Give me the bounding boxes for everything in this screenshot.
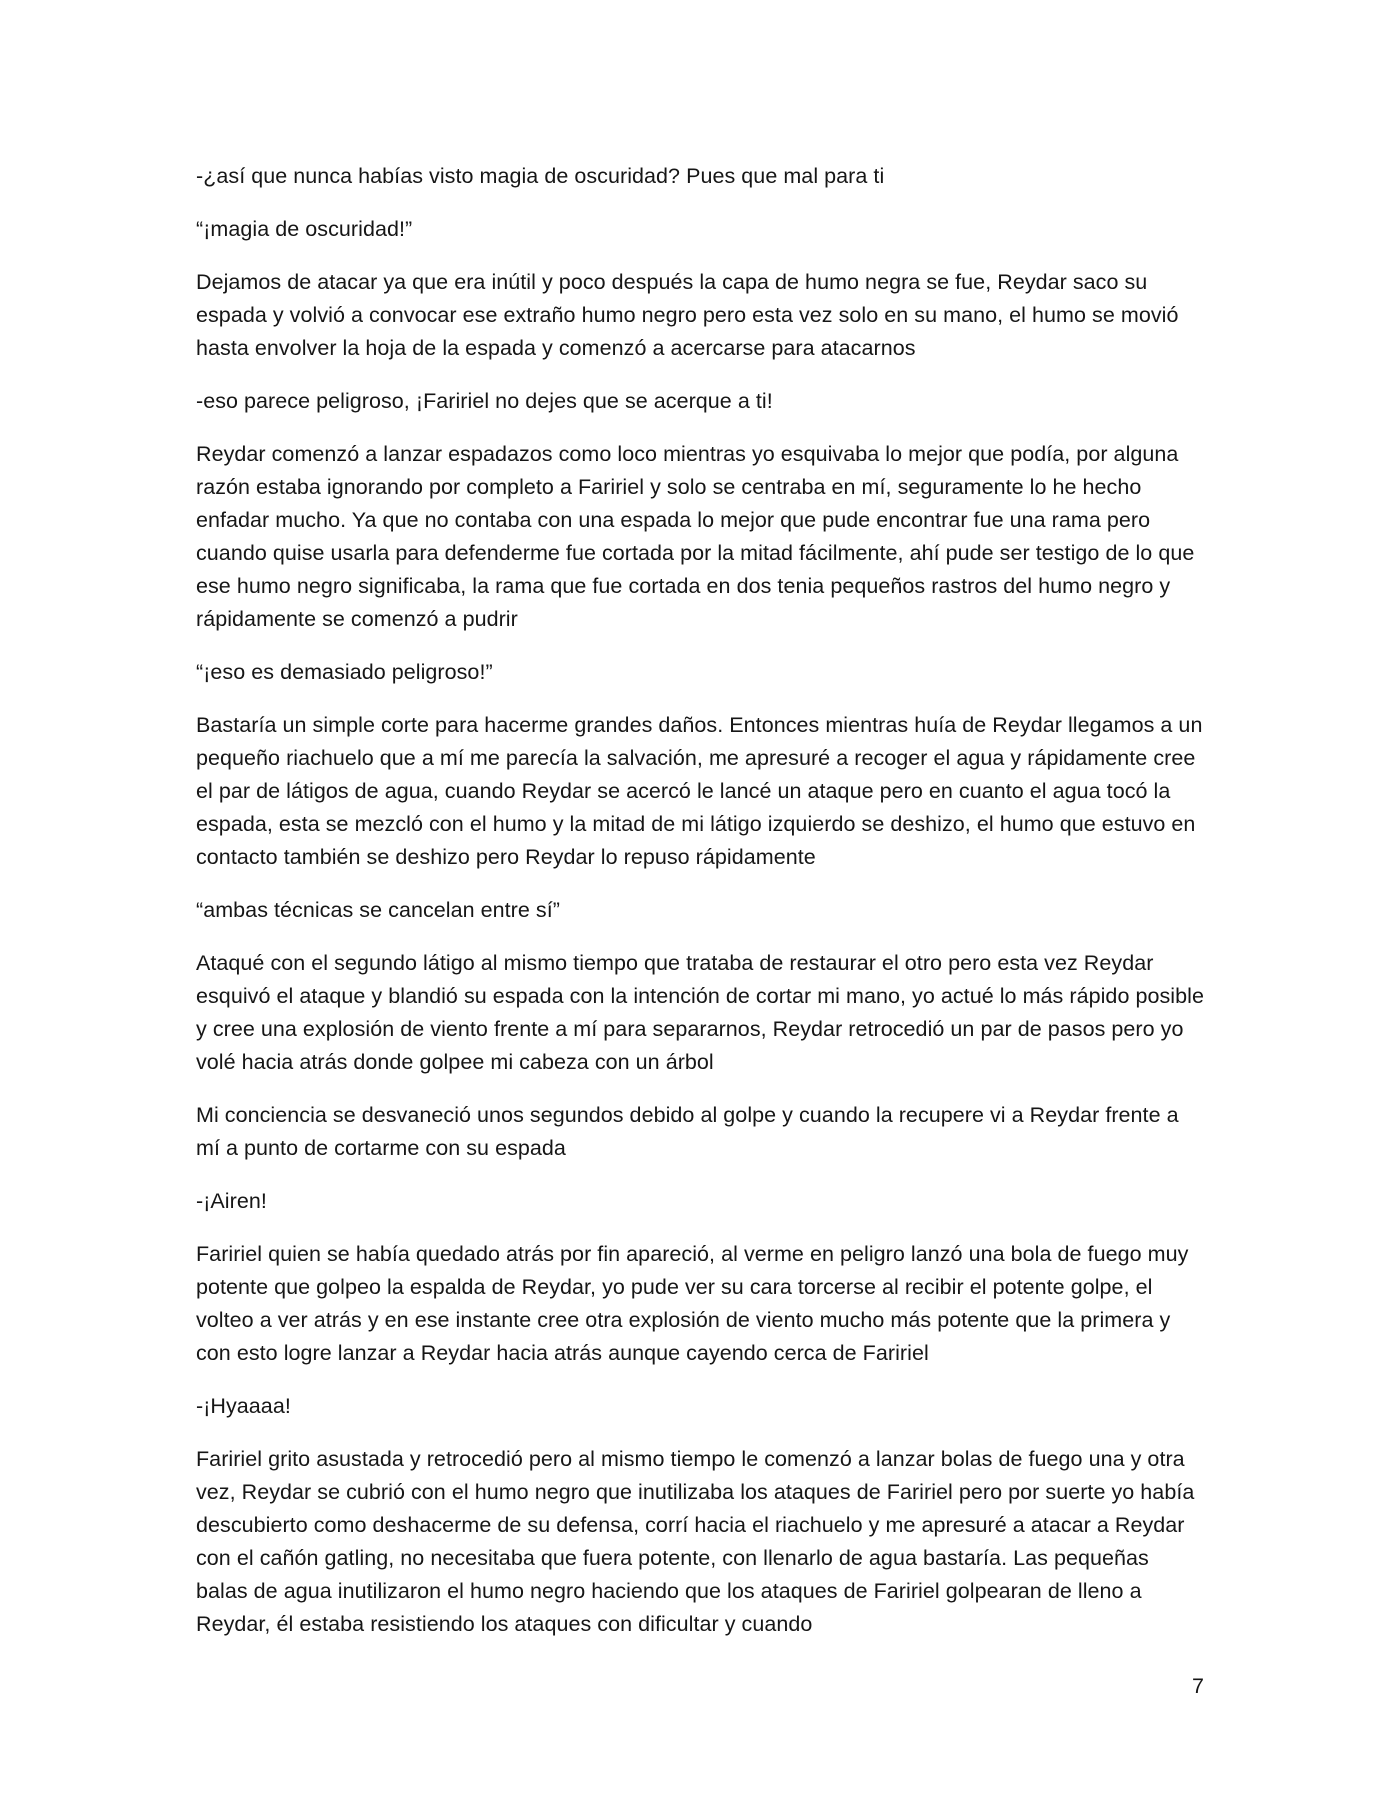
paragraph: -¡Hyaaaa! <box>196 1394 291 1418</box>
body-text <box>196 160 1206 1661</box>
paragraph: “ambas técnicas se cancelan entre sí” <box>196 898 560 922</box>
paragraph: Mi conciencia se desvaneció unos segundos debido al golpe y cuando la recupere vi a Reydar frente a mí a punto de cortarme con su espada <box>196 1103 1179 1160</box>
paragraph: Reydar comenzó a lanzar espadazos como loco mientras yo esquivaba lo mejor que podía, por alguna razón estaba ignorando por completo a Faririel y solo se centraba en mí, seguramente lo he hecho enfadar mucho. Ya que no contaba con una espada lo mejor que pude encontrar fue una rama pero cuando quise usarla para defenderme fue cortada por la mitad fácilmente, ahí pude ser testigo de lo que ese humo negro significaba, la rama que fue cortada en dos tenia pequeños rastros del humo negro y rápidamente se comenzó a pudrir <box>196 442 1195 631</box>
paragraph: Ataqué con el segundo látigo al mismo tiempo que trataba de restaurar el otro pero esta vez Reydar esquivó el ataque y blandió su espada con la intención de cortar mi mano, yo actué lo más rápido posible y cree una explosión de viento frente a mí para separarnos, Reydar retrocedió un par de pasos pero yo volé hacia atrás donde golpee mi cabeza con un árbol <box>196 951 1204 1074</box>
paragraph: Bastaría un simple corte para hacerme grandes daños. Entonces mientras huía de Reydar llegamos a un pequeño riachuelo que a mí me parecía la salvación, me apresuré a recoger el agua y rápidamente cree el par de látigos de agua, cuando Reydar se acercó le lancé un ataque pero en cuanto el agua tocó la espada, esta se mezcló con el humo y la mitad de mi látigo izquierdo se deshizo, el humo que estuvo en contacto también se deshizo pero Reydar lo repuso rápidamente <box>196 713 1203 869</box>
paragraph: -¿así que nunca habías visto magia de oscuridad? Pues que mal para ti <box>196 164 885 188</box>
paragraph: “¡eso es demasiado peligroso!” <box>196 660 493 684</box>
page-number: 7 <box>1192 1674 1204 1698</box>
paragraph: -eso parece peligroso, ¡Faririel no dejes que se acerque a ti! <box>196 389 773 413</box>
paragraph: Dejamos de atacar ya que era inútil y poco después la capa de humo negra se fue, Reydar saco su espada y volvió a convocar ese extraño humo negro pero esta vez solo en su mano, el humo se movió hasta envolver la hoja de la espada y comenzó a acercarse para atacarnos <box>196 270 1179 360</box>
paragraph: Faririel grito asustada y retrocedió pero al mismo tiempo le comenzó a lanzar bolas de fuego una y otra vez, Reydar se cubrió con el humo negro que inutilizaba los ataques de Faririel pero por suerte yo había descubierto como deshacerme de su defensa, corrí hacia el riachuelo y me apresuré a atacar a Reydar con el cañón gatling, no necesitaba que fuera potente, con llenarlo de agua bastaría. Las pequeñas balas de agua inutilizaron el humo negro haciendo que los ataques de Faririel golpearan de lleno a Reydar, él estaba resistiendo los ataques con dificultar y cuando <box>196 1447 1195 1636</box>
paragraph: “¡magia de oscuridad!” <box>196 217 413 241</box>
paragraph: -¡Airen! <box>196 1189 267 1213</box>
paragraph: Faririel quien se había quedado atrás por fin apareció, al verme en peligro lanzó una bola de fuego muy potente que golpeo la espalda de Reydar, yo pude ver su cara torcerse al recibir el potente golpe, el volteo a ver atrás y en ese instante cree otra explosión de viento mucho más potente que la primera y con esto logre lanzar a Reydar hacia atrás aunque cayendo cerca de Faririel <box>196 1242 1189 1365</box>
